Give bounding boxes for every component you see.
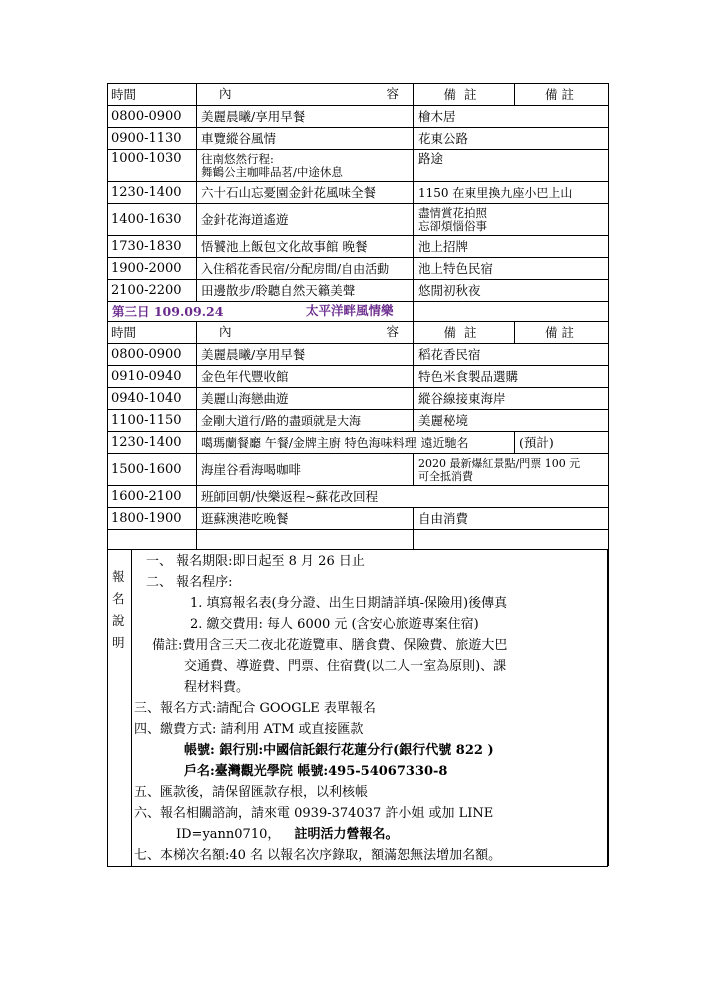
table-row [108, 182, 609, 204]
row-note: 特色米食製品選購 [414, 366, 609, 388]
header-content-right: 容 [386, 86, 399, 101]
table-row [108, 486, 609, 508]
header-note: 備註 [414, 322, 515, 344]
row-note: 美麗秘境 [414, 410, 609, 432]
row-note-line: 可全抵消費 [418, 469, 473, 483]
row-content: 車覽縱谷風情 [197, 128, 414, 150]
registration-notes [107, 550, 608, 867]
row-note: 縱谷線接東海岸 [414, 388, 609, 410]
table-header [108, 84, 609, 106]
note-line: 三、報名方式:請配合 GOOGLE 表單報名 [134, 701, 376, 716]
day-title-row [108, 302, 609, 322]
row-note-line: 盡情賞花拍照 [418, 205, 487, 220]
note-line: 戶名:臺灣觀光學院 帳號:495-54067330-8 [184, 764, 448, 779]
row-note: 自由消費 [414, 508, 609, 530]
note-line: 交通費、導遊費、門票、住宿費(以二人一室為原則)、課 [184, 659, 507, 674]
side-char: 報 [112, 569, 125, 584]
note-line: 七、本梯次名額:40 名 以報名次序錄取，額滿恕無法增加名額。 [134, 848, 502, 863]
side-char: 名 [112, 591, 125, 606]
note-line: 五、匯款後，請保留匯款存根，以利核帳 [134, 785, 369, 800]
header-time: 時間 [108, 84, 197, 106]
row-note: 1150 在東里換九座小巴上山 [414, 182, 609, 204]
row-note: (預計) [515, 432, 609, 454]
table-row [108, 280, 609, 302]
row-time: 1230-1400 [108, 182, 197, 204]
header-content-left: 內 [219, 86, 232, 101]
row-time: 0800-0900 [108, 344, 197, 366]
note-line: 二、 報名程序: [146, 575, 233, 590]
row-time: 1100-1150 [108, 410, 197, 432]
header-content-right: 容 [386, 324, 399, 339]
row-content: 金針花海道遙遊 [197, 204, 414, 236]
table-row [108, 344, 609, 366]
notes-content [131, 549, 609, 866]
row-content: 金剛大道行/路的盡頭就是大海 [197, 410, 414, 432]
row-content-line: 舞鶴公主咖啡品茗/中途休息 [201, 164, 343, 179]
note-line: 帳號: 銀行別:中國信託銀行花蓮分行(銀行代號 822 ) [184, 743, 494, 758]
row-time: 1730-1830 [108, 236, 197, 258]
note-line: 六、報名相關諮詢，請來電 0939-374037 許小姐 或加 LINE [134, 806, 494, 821]
row-note: 檜木居 [414, 106, 609, 128]
table-row [108, 508, 609, 530]
empty-cell [414, 530, 609, 550]
row-content: 美麗晨曦/享用早餐 [197, 344, 414, 366]
row-time: 0800-0900 [108, 106, 197, 128]
row-content: 悟饕池上飯包文化故事館 晚餐 [197, 236, 414, 258]
day-title [108, 302, 414, 322]
row-content: 入住稻花香民宿/分配房間/自由活動 [197, 258, 414, 280]
header-note-2: 備註 [515, 322, 609, 344]
schedule-table [107, 83, 609, 550]
row-time: 0910-0940 [108, 366, 197, 388]
row-time: 1230-1400 [108, 432, 197, 454]
row-note: 路途 [414, 150, 609, 182]
row-time: 0940-1040 [108, 388, 197, 410]
row-content: 金色年代豐收館 [197, 366, 414, 388]
table-row [108, 432, 609, 454]
side-char: 明 [112, 635, 125, 650]
row-content: 田邊散步/聆聽自然天籟美聲 [197, 280, 414, 302]
header-note: 備註 [414, 84, 515, 106]
row-content: 海崖谷看海喝咖啡 [197, 454, 414, 486]
table-row [108, 128, 609, 150]
row-note: 池上招牌 [414, 236, 609, 258]
empty-row [108, 530, 609, 550]
row-content: 六十石山忘憂園金針花風味全餐 [197, 182, 414, 204]
note-line: 備註:費用含三天二夜北花遊覽車、膳食費、保險費、旅遊大巴 [152, 638, 508, 653]
table-row [108, 454, 609, 486]
table-row [108, 366, 609, 388]
row-content: 噶瑪蘭餐廳 午餐/金牌主廚 特色海味料理 遠近馳名 [197, 432, 515, 454]
empty-cell [197, 530, 414, 550]
row-content [197, 150, 414, 182]
row-content: 美麗山海戀曲遊 [197, 388, 414, 410]
header-content-left: 內 [219, 324, 232, 339]
note-line: 2. 繳交費用: 每人 6000 元 (含安心旅遊專案住宿) [190, 617, 479, 632]
table-row [108, 150, 609, 182]
day-theme: 太平洋畔風情樂 [306, 303, 394, 318]
header-time: 時間 [108, 322, 197, 344]
row-note: 池上特色民宿 [414, 258, 609, 280]
row-time: 1000-1030 [108, 150, 197, 182]
note-line: 四、繳費方式: 請利用 ATM 或直接匯款 [134, 722, 364, 737]
row-time: 2100-2200 [108, 280, 197, 302]
line-id: ID=yann0710， [176, 827, 281, 842]
row-time: 1500-1600 [108, 454, 197, 486]
empty-cell [108, 530, 197, 550]
row-time: 1400-1630 [108, 204, 197, 236]
note-line: 程材料費。 [184, 680, 250, 695]
row-content-line: 往南悠然行程: [201, 151, 274, 166]
row-time: 1800-1900 [108, 508, 197, 530]
header-content [197, 322, 414, 344]
table-header [108, 322, 609, 344]
row-note: 花東公路 [414, 128, 609, 150]
table-row [108, 410, 609, 432]
line-note: 註明活力營報名。 [294, 827, 399, 842]
row-note-line: 2020 最新爆紅景點/門票 100 元 [418, 456, 581, 470]
table-row [108, 258, 609, 280]
side-label [112, 566, 128, 654]
itinerary-document [107, 83, 608, 867]
row-note [414, 204, 609, 236]
table-row [108, 236, 609, 258]
table-row [108, 204, 609, 236]
row-content: 班師回朝/快樂返程~蘇花改回程 [197, 486, 609, 508]
row-time: 1600-2100 [108, 486, 197, 508]
day-title-blank [414, 302, 609, 322]
day-date: 第三日 109.09.24 [112, 303, 224, 319]
side-char: 說 [112, 613, 125, 628]
note-line [176, 826, 399, 844]
row-note [414, 454, 609, 486]
note-line: 一、 報名期限:即日起至 8 月 26 日止 [146, 554, 365, 569]
row-time: 1900-2000 [108, 258, 197, 280]
header-note-2: 備註 [515, 84, 609, 106]
table-row [108, 106, 609, 128]
note-line: 1. 填寫報名表(身分證、出生日期請詳填-保險用)後傳真 [190, 596, 508, 611]
row-note: 稻花香民宿 [414, 344, 609, 366]
row-content: 逛蘇澳港吃晚餐 [197, 508, 414, 530]
row-note-line: 忘卻煩惱俗事 [418, 218, 487, 233]
header-content [197, 84, 414, 106]
row-time: 0900-1130 [108, 128, 197, 150]
notes-side-label [108, 550, 130, 866]
row-note: 悠閒初秋夜 [414, 280, 609, 302]
table-row [108, 388, 609, 410]
row-content: 美麗晨曦/享用早餐 [197, 106, 414, 128]
